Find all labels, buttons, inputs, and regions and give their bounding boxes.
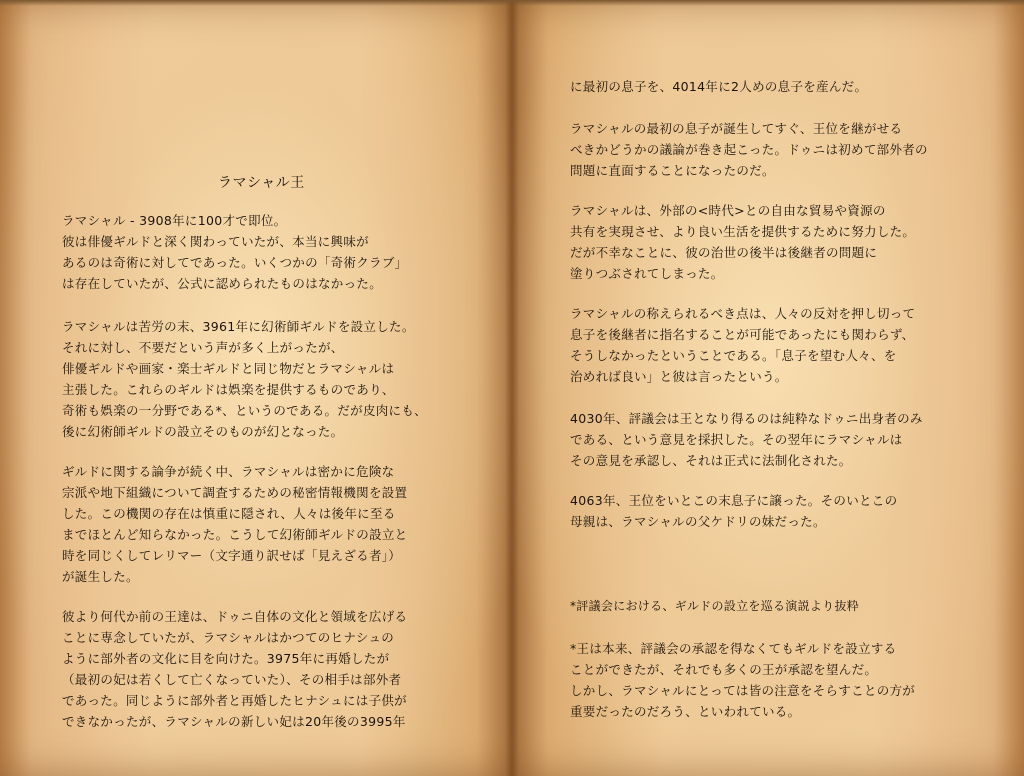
text-line: そうしなかったということである。「息子を望む人々、を: [570, 348, 897, 363]
text-line: 息子を後継者に指名することが可能であったにも関わらず、: [570, 327, 915, 342]
left-paragraph: [62, 210, 407, 294]
text-line: 彼より何代か前の王達は、ドゥニ自体の文化と領域を広げる: [62, 609, 408, 624]
left-paragraph: [62, 606, 407, 732]
text-line: ことができたが、それでも多くの王が承認を望んだ。: [570, 662, 878, 677]
text-line: 4030年、評議会は王となり得るのは純粋なドゥニ出身者のみ: [570, 411, 923, 426]
text-line: 母親は、ラマシャルの父ケドリの妹だった。: [570, 514, 826, 529]
right-paragraph: [570, 76, 867, 97]
book-spine: [505, 0, 519, 776]
left-paragraph: [62, 316, 427, 442]
text-line: 時を同じくしてレリマー（文字通り訳せば「見えざる者」）: [62, 548, 402, 563]
text-line: ギルドに関する論争が続く中、ラマシャルは密かに危険な: [62, 464, 395, 479]
text-line: しかし、ラマシャルにとっては皆の注意をそらすことの方が: [570, 683, 916, 698]
text-line: ラマシャルの最初の息子が誕生してすぐ、王位を継がせる: [570, 121, 903, 136]
text-line: その意見を承認し、それは正式に法制化された。: [570, 453, 852, 468]
text-line: であった。同じように部外者と再婚したヒナシュには子供が: [62, 693, 407, 708]
text-line: 後に幻術師ギルドの設立そのものが幻となった。: [62, 424, 344, 439]
text-line: べきかどうかの議論が巻き起こった。ドゥニは初めて部外者の: [570, 142, 928, 157]
text-line: が誕生した。: [62, 569, 139, 584]
text-line: ラマシャルは苦労の末、3961年に幻術師ギルドを設立した。: [62, 319, 415, 334]
text-line: 重要だったのだろう、といわれている。: [570, 704, 801, 719]
text-line: *評議会における、ギルドの設立を巡る演説より抜粋: [570, 599, 860, 613]
footnote-heading: [570, 596, 859, 617]
text-line: 塗りつぶされてしまった。: [570, 266, 724, 281]
text-line: である、という意見を採択した。その翌年にラマシャルは: [570, 432, 903, 447]
text-line: ことに専念していたが、ラマシャルはかつてのヒナシュの: [62, 630, 395, 645]
text-line: できなかったが、ラマシャルの新しい妃は20年後の3995年: [62, 714, 406, 729]
text-line: 俳優ギルドや画家・楽士ギルドと同じ物だとラマシャルは: [62, 361, 395, 376]
text-line: ように部外者の文化に目を向けた。3975年に再婚したが: [62, 651, 390, 666]
text-line: それに対し、不要だという声が多く上がったが、: [62, 340, 344, 355]
text-line: 奇術も娯楽の一分野である*、というのである。だが皮肉にも、: [62, 403, 427, 418]
text-line: 宗派や地下組織について調査するための秘密情報機関を設置: [62, 485, 408, 500]
right-page[interactable]: [512, 0, 1024, 776]
text-line: 彼は俳優ギルドと深く関わっていたが、本当に興味が: [62, 234, 369, 249]
text-line: した。この機関の存在は慎重に隠され、人々は後年に至る: [62, 506, 396, 521]
footnote: [570, 638, 915, 722]
text-line: までほとんど知らなかった。こうして幻術師ギルドの設立と: [62, 527, 408, 542]
text-line: 共有を実現させ、より良い生活を提供するために努力した。: [570, 224, 916, 239]
text-line: 問題に直面することになったのだ。: [570, 163, 775, 178]
text-line: *王は本来、評議会の承認を得なくてもギルドを設立する: [570, 641, 897, 656]
text-line: ラマシャルの称えられるべき点は、人々の反対を押し切って: [570, 306, 916, 321]
page-title: ラマシャル王: [218, 175, 305, 191]
text-line: だが不幸なことに、彼の治世の後半は後継者の問題に: [570, 245, 878, 260]
text-line: ラマシャルは、外部の<時代>との自由な貿易や資源の: [570, 203, 886, 218]
text-line: 治めれば良い」と彼は言ったという。: [570, 369, 788, 384]
right-paragraph: [570, 303, 915, 387]
left-paragraph: [62, 461, 407, 587]
text-line: あるのは奇術に対してであった。いくつかの「奇術クラブ」: [62, 255, 408, 270]
right-paragraph: [570, 490, 897, 532]
text-line: は存在していたが、公式に認められたものはなかった。: [62, 276, 383, 291]
text-line: に最初の息子を、4014年に2人めの息子を産んだ。: [570, 79, 868, 94]
right-paragraph: [570, 118, 928, 181]
right-paragraph: [570, 200, 915, 284]
text-line: （最初の妃は若くして亡くなっていた）、その相手は部外者: [62, 672, 402, 687]
text-line: ラマシャル - 3908年に100才で即位。: [62, 213, 287, 228]
text-line: 4063年、王位をいとこの末息子に譲った。そのいとこの: [570, 493, 898, 508]
text-line: 主張した。これらのギルドは娯楽を提供するものであり、: [62, 382, 395, 397]
right-paragraph: [570, 408, 923, 471]
page-edge: [0, 0, 1024, 6]
